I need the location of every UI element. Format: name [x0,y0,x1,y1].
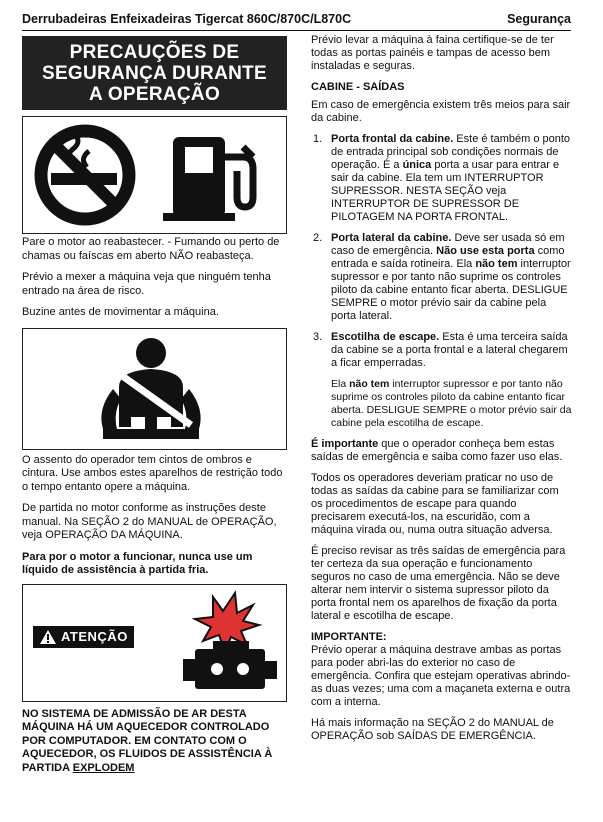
list-item-emphasis: Não use esta porta [436,245,535,257]
seatbelt-icon [23,329,285,448]
list-item [311,133,573,224]
list-item-emphasis: única [402,159,432,171]
no-smoking-icon [41,131,129,219]
list-item-text: Deve ser usada só em caso de emergência. [331,232,565,257]
list-item-text: Este é também o ponto de entrada principal sob condições normais de operação. É a [331,133,571,171]
right-column [311,34,573,751]
header-title: Derrubadeiras Enfeixadeiras Tigercat 860C/870C/L870C [22,12,352,26]
warning-text [22,708,287,776]
warning-text-underlined: EXPLODEM [72,761,135,774]
important-emphasis: É importante [311,438,379,450]
list-item-text: porta a usar para entrar e sair da cabine. Ela tem um INTERRUPTOR SUPRESSOR. NESTA SEÇÃO veja INTERRUPTOR DE SUPRESSOR DE PILOTAGEM NA PORTA FRONTAL. [331,159,560,223]
paragraph: É preciso revisar as três saídas de emergência para ter certeza da sua operação e funcionamento seguros no caso de uma emergência. Não se deve alterar nem intervir o sistema supressor piloto da porta frontal nem os aparelhos de fixação da porta lateral e escotilha de escape. [311,545,566,622]
warning-figure [22,584,287,702]
paragraph: O assento do operador tem cintos de ombros e cintura. Use ambos estes aparelhos de restrição todo o tempo entanto opere a máquina. [22,453,283,493]
paragraph: Buzine antes de movimentar a máquina. [22,306,219,318]
list-item [311,232,573,323]
paragraph: Todos os operadores deveriam praticar no uso de todas as saídas da cabine para se familiarizar com os procedimentos de escape para quando precisarem executá-los, na escuridão, com a máquina virada ou, numa outra situação adversa. [311,472,559,536]
title-line: A OPERAÇÃO [88,84,221,105]
paragraph: Pare o motor ao reabastecer. - Fumando ou perto de chamas ou faíscas em aberto NÃO reabasteça. [22,236,280,262]
paragraph [311,438,573,464]
seatbelt-figure [22,328,287,450]
warning-triangle-icon [39,629,57,645]
list-item-head: Escotilha de escape. [331,331,440,343]
title-line: PRECAUÇÕES DE [69,42,240,63]
note-emphasis: não tem [349,378,390,390]
list-item [311,331,573,370]
no-smoking-fuel-figure [22,116,287,234]
title-line: SEGURANÇA DURANTE [41,63,267,84]
section-heading: CABINE - SAÍDAS [311,81,405,93]
left-column [22,36,287,775]
header-section: Segurança [507,12,571,26]
list-number: 3. [313,331,323,343]
paragraph: Há mais informação na SEÇÃO 2 do MANUAL de OPERAÇÃO sob SAÍDAS DE EMERGÊNCIA. [311,717,554,742]
warning-text-main: NO SISTEMA DE ADMISSÃO DE AR DESTA MÁQUINA HÁ UM AQUECEDOR CONTROLADO POR COMPUTADOR. EM CONTATO COM O AQUECEDOR, OS FLUIDOS DE ASSISTÊNCIA À PARTIDA [22,707,273,774]
exit-list [311,133,573,370]
list-item-text: interruptor supressor e por tanto não suprime os controles piloto da cabine entanto ficar aberta. DESLIGUE SEMPRE o motor prévio sair da cabine pela porta lateral. [331,258,571,322]
paragraph: Prévio operar a máquina destrave ambas as portas para poder abri-las do exterior no caso de emergência. Confira que estejam operativas abrindo-as duas vezes; uma com a maçaneta externa e outra com a interna. [311,644,571,708]
list-item-text: Esta é uma terceira saída da cabine se a porta frontal e a lateral chegarem a ficar emperradas. [331,331,568,369]
list-number: 2. [313,232,323,244]
bold-paragraph: Para por o motor a funcionar, nunca use um líquido de assistência à partida fria. [22,550,253,576]
warning-label: ATENÇÃO [61,629,128,644]
escape-hatch-note [311,378,573,430]
note-text: interruptor supressor e por tanto não suprime os controles piloto da cabine entanto ficar aberta. DESLIGUE SEMPRE o motor prévio sair da cabine pela escotilha de escape. [331,378,572,429]
paragraph: Prévio a mexer a máquina veja que ninguém tenha entrado na área de risco. [22,271,271,297]
paragraph: Prévio levar a máquina à faina certifique-se de ter todas as portas painéis e tampas de acesso bem instaladas e seguras. [311,34,554,72]
engine-explosion-icon [173,589,283,699]
list-number: 1. [313,133,323,145]
important-text: que o operador conheça bem estas saídas de emergência e saiba como fazer uso elas. [311,438,563,463]
warning-badge [33,626,134,648]
paragraph: De partida no motor conforme as instruções deste manual. Na SEÇÃO 2 do MANUAL de OPERAÇÃO, veja OPERAÇÃO DA MÁQUINA. [22,502,277,541]
list-item-text: como entrada e saída rotineira. Ela [331,245,565,270]
paragraph: Em caso de emergência existem três meios para sair da cabine. [311,99,571,124]
important-heading: IMPORTANTE: [311,631,387,643]
list-item-head: Porta lateral da cabine. [331,232,452,244]
page-title [22,36,287,110]
header-rule [22,30,571,31]
list-item-emphasis: não tem [475,258,518,270]
list-item-head: Porta frontal da cabine. [331,133,454,145]
note-text: Ela [331,378,350,390]
fuel-pump-icon [163,137,253,221]
